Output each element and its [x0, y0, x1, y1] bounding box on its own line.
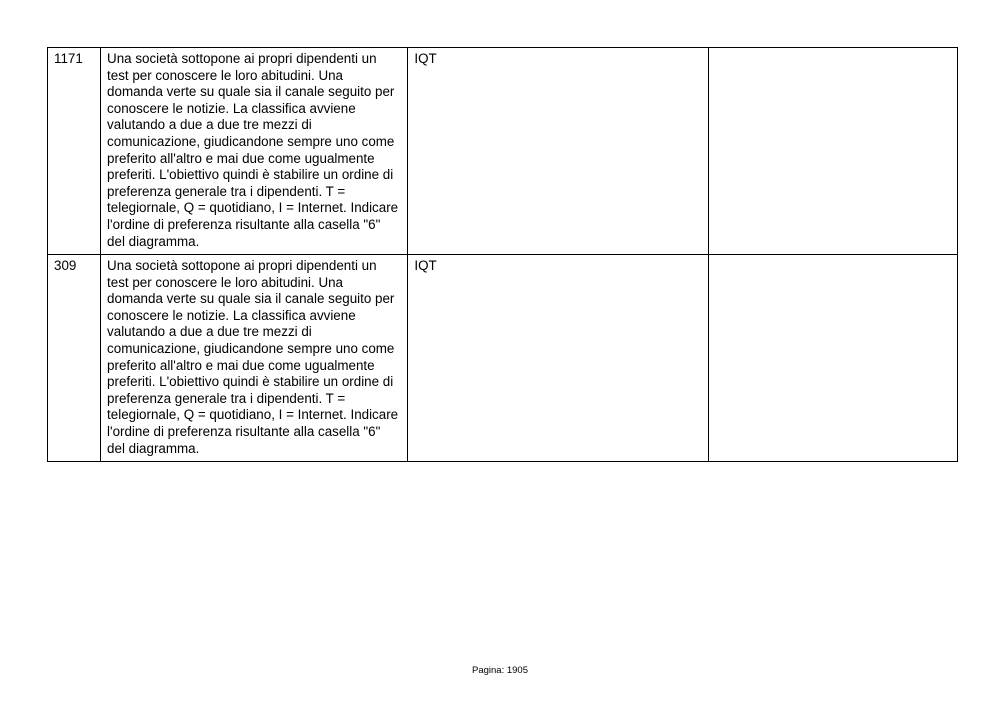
question-id-cell: 309 — [48, 255, 101, 462]
answer-cell: IQT — [408, 48, 708, 255]
table-row — [48, 48, 958, 255]
question-text-cell: Una società sottopone ai propri dipendenti un test per conoscere le loro abitudini. Una domanda verte su quale sia il canale seguito per conoscere le notizie. La classifica avviene valutando a due a due tre mezzi di comunicazione, giudicandone sempre uno come preferito all'altro e mai due come ugualmente preferiti. L'obiettivo quindi è stabilire un ordine di preferenza generale tra i dipendenti. T = telegiornale, Q = quotidiano, I = Internet. Indicare l'ordine di preferenza risultante alla casella "6" del diagramma. — [101, 255, 408, 462]
question-id-cell: 1171 — [48, 48, 101, 255]
questions-table — [47, 47, 958, 462]
answer-cell: IQT — [408, 255, 708, 462]
page-number: Pagina: 1905 — [472, 665, 528, 676]
extra-cell — [708, 48, 957, 255]
question-text-cell: Una società sottopone ai propri dipendenti un test per conoscere le loro abitudini. Una domanda verte su quale sia il canale seguito per conoscere le notizie. La classifica avviene valutando a due a due tre mezzi di comunicazione, giudicandone sempre uno come preferito all'altro e mai due come ugualmente preferiti. L'obiettivo quindi è stabilire un ordine di preferenza generale tra i dipendenti. T = telegiornale, Q = quotidiano, I = Internet. Indicare l'ordine di preferenza risultante alla casella "6" del diagramma. — [101, 48, 408, 255]
extra-cell — [708, 255, 957, 462]
table-row — [48, 255, 958, 462]
